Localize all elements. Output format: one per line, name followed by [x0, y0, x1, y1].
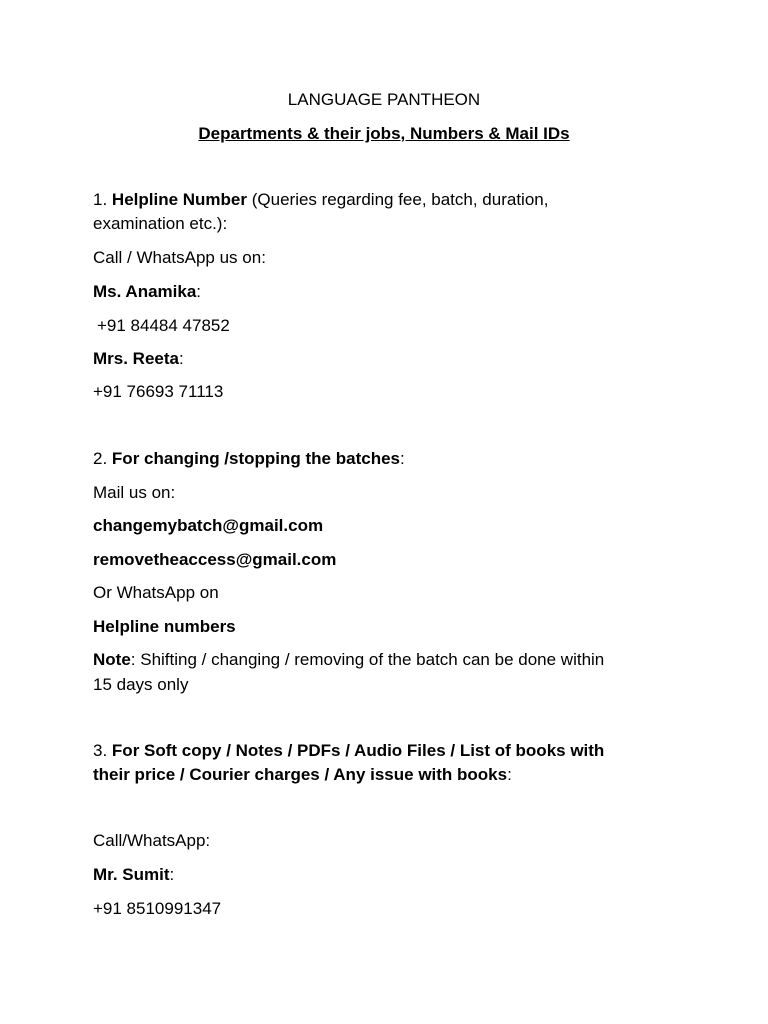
section-2-number: 2.	[93, 449, 108, 468]
contact-anamika-phone: +91 84484 47852	[97, 316, 230, 335]
section-1-description: (Queries regarding fee, batch, duration,	[247, 190, 549, 209]
contact-name: Ms. Anamika	[93, 282, 197, 301]
section-2-mail-line: Mail us on:	[93, 483, 176, 502]
section-3-title-line2: their price / Courier charges / Any issue with books	[93, 765, 508, 784]
contact-name: Mrs. Reeta	[93, 349, 179, 368]
section-2-note	[93, 648, 693, 672]
section-1-description-cont: examination etc.):	[93, 214, 228, 233]
contact-name: Mr. Sumit	[93, 865, 170, 884]
section-3-heading-cont	[93, 763, 693, 787]
section-1-number: 1.	[93, 190, 108, 209]
section-2-helpline: Helpline numbers	[93, 617, 236, 636]
section-3-call-line: Call/WhatsApp:	[93, 831, 211, 850]
contact-sumit	[93, 863, 693, 887]
contact-reeta-phone: +91 76693 71113	[93, 382, 224, 401]
colon: :	[399, 449, 405, 468]
email-removetheaccess: removetheaccess@gmail.com	[93, 550, 337, 569]
contact-sumit-phone: +91 8510991347	[93, 899, 222, 918]
section-3-number: 3.	[93, 741, 108, 760]
document-title: LANGUAGE PANTHEON	[287, 90, 481, 109]
colon: :	[178, 349, 184, 368]
note-label: Note	[93, 650, 131, 669]
colon: :	[196, 282, 202, 301]
section-2-or-line: Or WhatsApp on	[93, 583, 219, 602]
section-3-heading	[93, 739, 693, 763]
email-changemybatch: changemybatch@gmail.com	[93, 516, 324, 535]
section-2-title: For changing /stopping the batches	[111, 449, 400, 468]
contact-reeta	[93, 347, 693, 371]
note-text: : Shifting / changing / removing of the batch can be done within	[130, 650, 605, 669]
section-2-heading	[93, 447, 693, 471]
document-subtitle: Departments & their jobs, Numbers & Mail IDs	[198, 124, 570, 143]
section-1-call-line: Call / WhatsApp us on:	[93, 248, 266, 267]
section-1-title: Helpline Number	[111, 190, 248, 209]
colon: :	[507, 765, 512, 784]
section-3-title-line1: For Soft copy / Notes / PDFs / Audio Files / List of books with	[111, 741, 605, 760]
colon: :	[169, 865, 175, 884]
contact-anamika	[93, 280, 693, 304]
section-1-heading	[93, 188, 693, 212]
section-2-note-cont: 15 days only	[93, 675, 189, 694]
